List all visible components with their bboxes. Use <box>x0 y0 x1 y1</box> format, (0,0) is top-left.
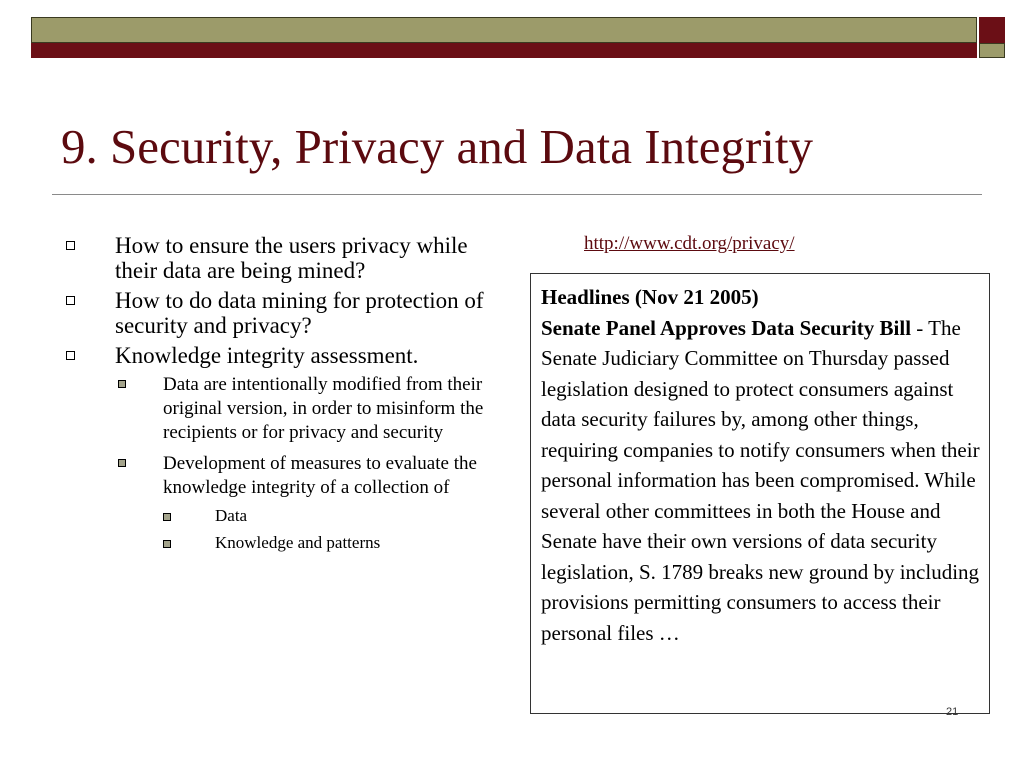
news-headline-date: Headlines (Nov 21 2005) <box>541 285 759 309</box>
slide-title: 9. Security, Privacy and Data Integrity <box>61 119 814 174</box>
filled-square-bullet-icon <box>118 380 126 388</box>
sub-bullet-text: Data are intentionally modified from their original version, in order to misinform the recipients or for privacy and security <box>163 374 484 443</box>
news-article-title: Senate Panel Approves Data Security Bill <box>541 315 912 340</box>
sub-bullet-text: Development of measures to evaluate the knowledge integrity of a collection of <box>163 453 477 498</box>
header-corner-dark-square <box>979 17 1005 43</box>
sub-sub-bullet-list <box>163 505 513 554</box>
sub-sub-bullet-item <box>163 532 513 554</box>
header-bar-dark <box>31 43 977 58</box>
news-article-body: - The Senate Judiciary Committee on Thursday passed legislation designed to protect consumers against data security failures by, among other things, requiring companies to notify consumers when their personal information has been compromised. While several other committees in both the House and Senate have their own versions of data security legislation, S. 1789 breaks new ground by including provisions permitting consumers to access their personal files … <box>541 315 980 645</box>
filled-square-bullet-icon <box>118 459 126 467</box>
hollow-square-bullet-icon <box>66 351 75 360</box>
news-headline-box <box>530 273 990 714</box>
bullet-text: How to ensure the users privacy while their data are being mined? <box>115 233 468 283</box>
title-divider <box>52 194 982 195</box>
sub-sub-bullet-text: Knowledge and patterns <box>215 533 381 552</box>
hollow-square-bullet-icon <box>66 241 75 250</box>
hollow-square-bullet-icon <box>163 540 171 548</box>
page-number: 21 <box>946 706 959 718</box>
header-bar-olive <box>31 17 977 43</box>
bullet-list <box>63 233 513 561</box>
bullet-text: Knowledge integrity assessment. <box>115 343 419 368</box>
sub-bullet-item <box>115 452 513 554</box>
bullet-text: How to do data mining for protection of security and privacy? <box>115 288 484 338</box>
bullet-item <box>63 288 513 338</box>
hollow-square-bullet-icon <box>163 513 171 521</box>
hollow-square-bullet-icon <box>66 296 75 305</box>
sub-bullet-item <box>115 373 513 445</box>
bullet-item <box>63 233 513 283</box>
bullet-item <box>63 343 513 554</box>
sub-bullet-list <box>115 373 513 554</box>
header-corner-olive-square <box>979 43 1005 58</box>
cdt-privacy-link[interactable]: http://www.cdt.org/privacy/ <box>584 233 795 254</box>
sub-sub-bullet-text: Data <box>215 506 248 525</box>
sub-sub-bullet-item <box>163 505 513 527</box>
